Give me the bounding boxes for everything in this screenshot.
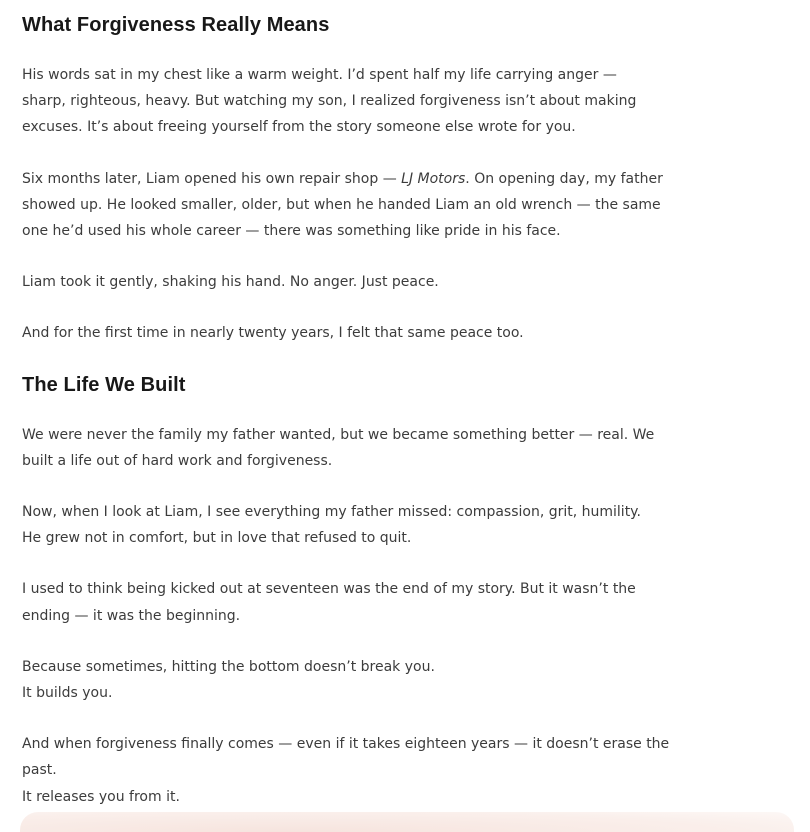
section-heading: What Forgiveness Really Means <box>22 14 330 36</box>
paragraph <box>22 422 790 474</box>
paragraph-line: Now, when I look at Liam, I see everything my father missed: compassion, grit, humility. <box>22 504 641 521</box>
paragraph <box>22 269 790 295</box>
paragraph-line: past. <box>22 762 57 779</box>
paragraph-line: one he’d used his whole career — there was something like pride in his face. <box>22 223 561 240</box>
paragraph-line: sharp, righteous, heavy. But watching my son, I realized forgiveness isn’t about making <box>22 93 637 110</box>
paragraph-line: Liam took it gently, shaking his hand. No anger. Just peace. <box>22 274 439 291</box>
paragraph <box>22 576 790 628</box>
paragraph-line: It releases you from it. <box>22 788 180 805</box>
paragraph-line: Because sometimes, hitting the bottom doesn’t break you. <box>22 658 435 675</box>
paragraph <box>22 499 790 551</box>
paragraph <box>22 654 790 706</box>
section-heading: The Life We Built <box>22 373 186 396</box>
paragraph-line: His words sat in my chest like a warm weight. I’d spent half my life carrying anger — <box>22 67 617 83</box>
paragraph-line: And when forgiveness finally comes — even if it takes eighteen years — it doesn’t erase the <box>22 736 670 753</box>
paragraph-line: built a life out of hard work and forgiveness. <box>22 452 333 469</box>
italic-text: LJ Motors <box>401 170 466 187</box>
paragraph-line: showed up. He looked smaller, older, but when he handed Liam an old wrench — the same <box>22 196 661 213</box>
paragraph-line: And for the first time in nearly twenty years, I felt that same peace too. <box>22 325 524 342</box>
paragraph <box>22 166 790 245</box>
footer-glow <box>20 812 794 832</box>
paragraph-line: ending — it was the beginning. <box>22 607 241 624</box>
paragraph-line: excuses. It’s about freeing yourself from the story someone else wrote for you. <box>22 119 576 136</box>
paragraph <box>22 62 790 141</box>
paragraph <box>22 731 790 810</box>
paragraph-line: We were never the family my father wanted, but we became something better — real. We <box>22 426 655 443</box>
paragraph-line <box>22 166 790 192</box>
paragraph-line: He grew not in comfort, but in love that refused to quit. <box>22 530 412 547</box>
paragraph-line: I used to think being kicked out at seventeen was the end of my story. But it wasn’t the <box>22 581 636 598</box>
paragraph-line: It builds you. <box>22 685 113 702</box>
text-run: Six months later, Liam opened his own repair shop — <box>22 170 402 187</box>
paragraph <box>22 320 790 346</box>
text-run: . On opening day, my father <box>465 170 663 187</box>
